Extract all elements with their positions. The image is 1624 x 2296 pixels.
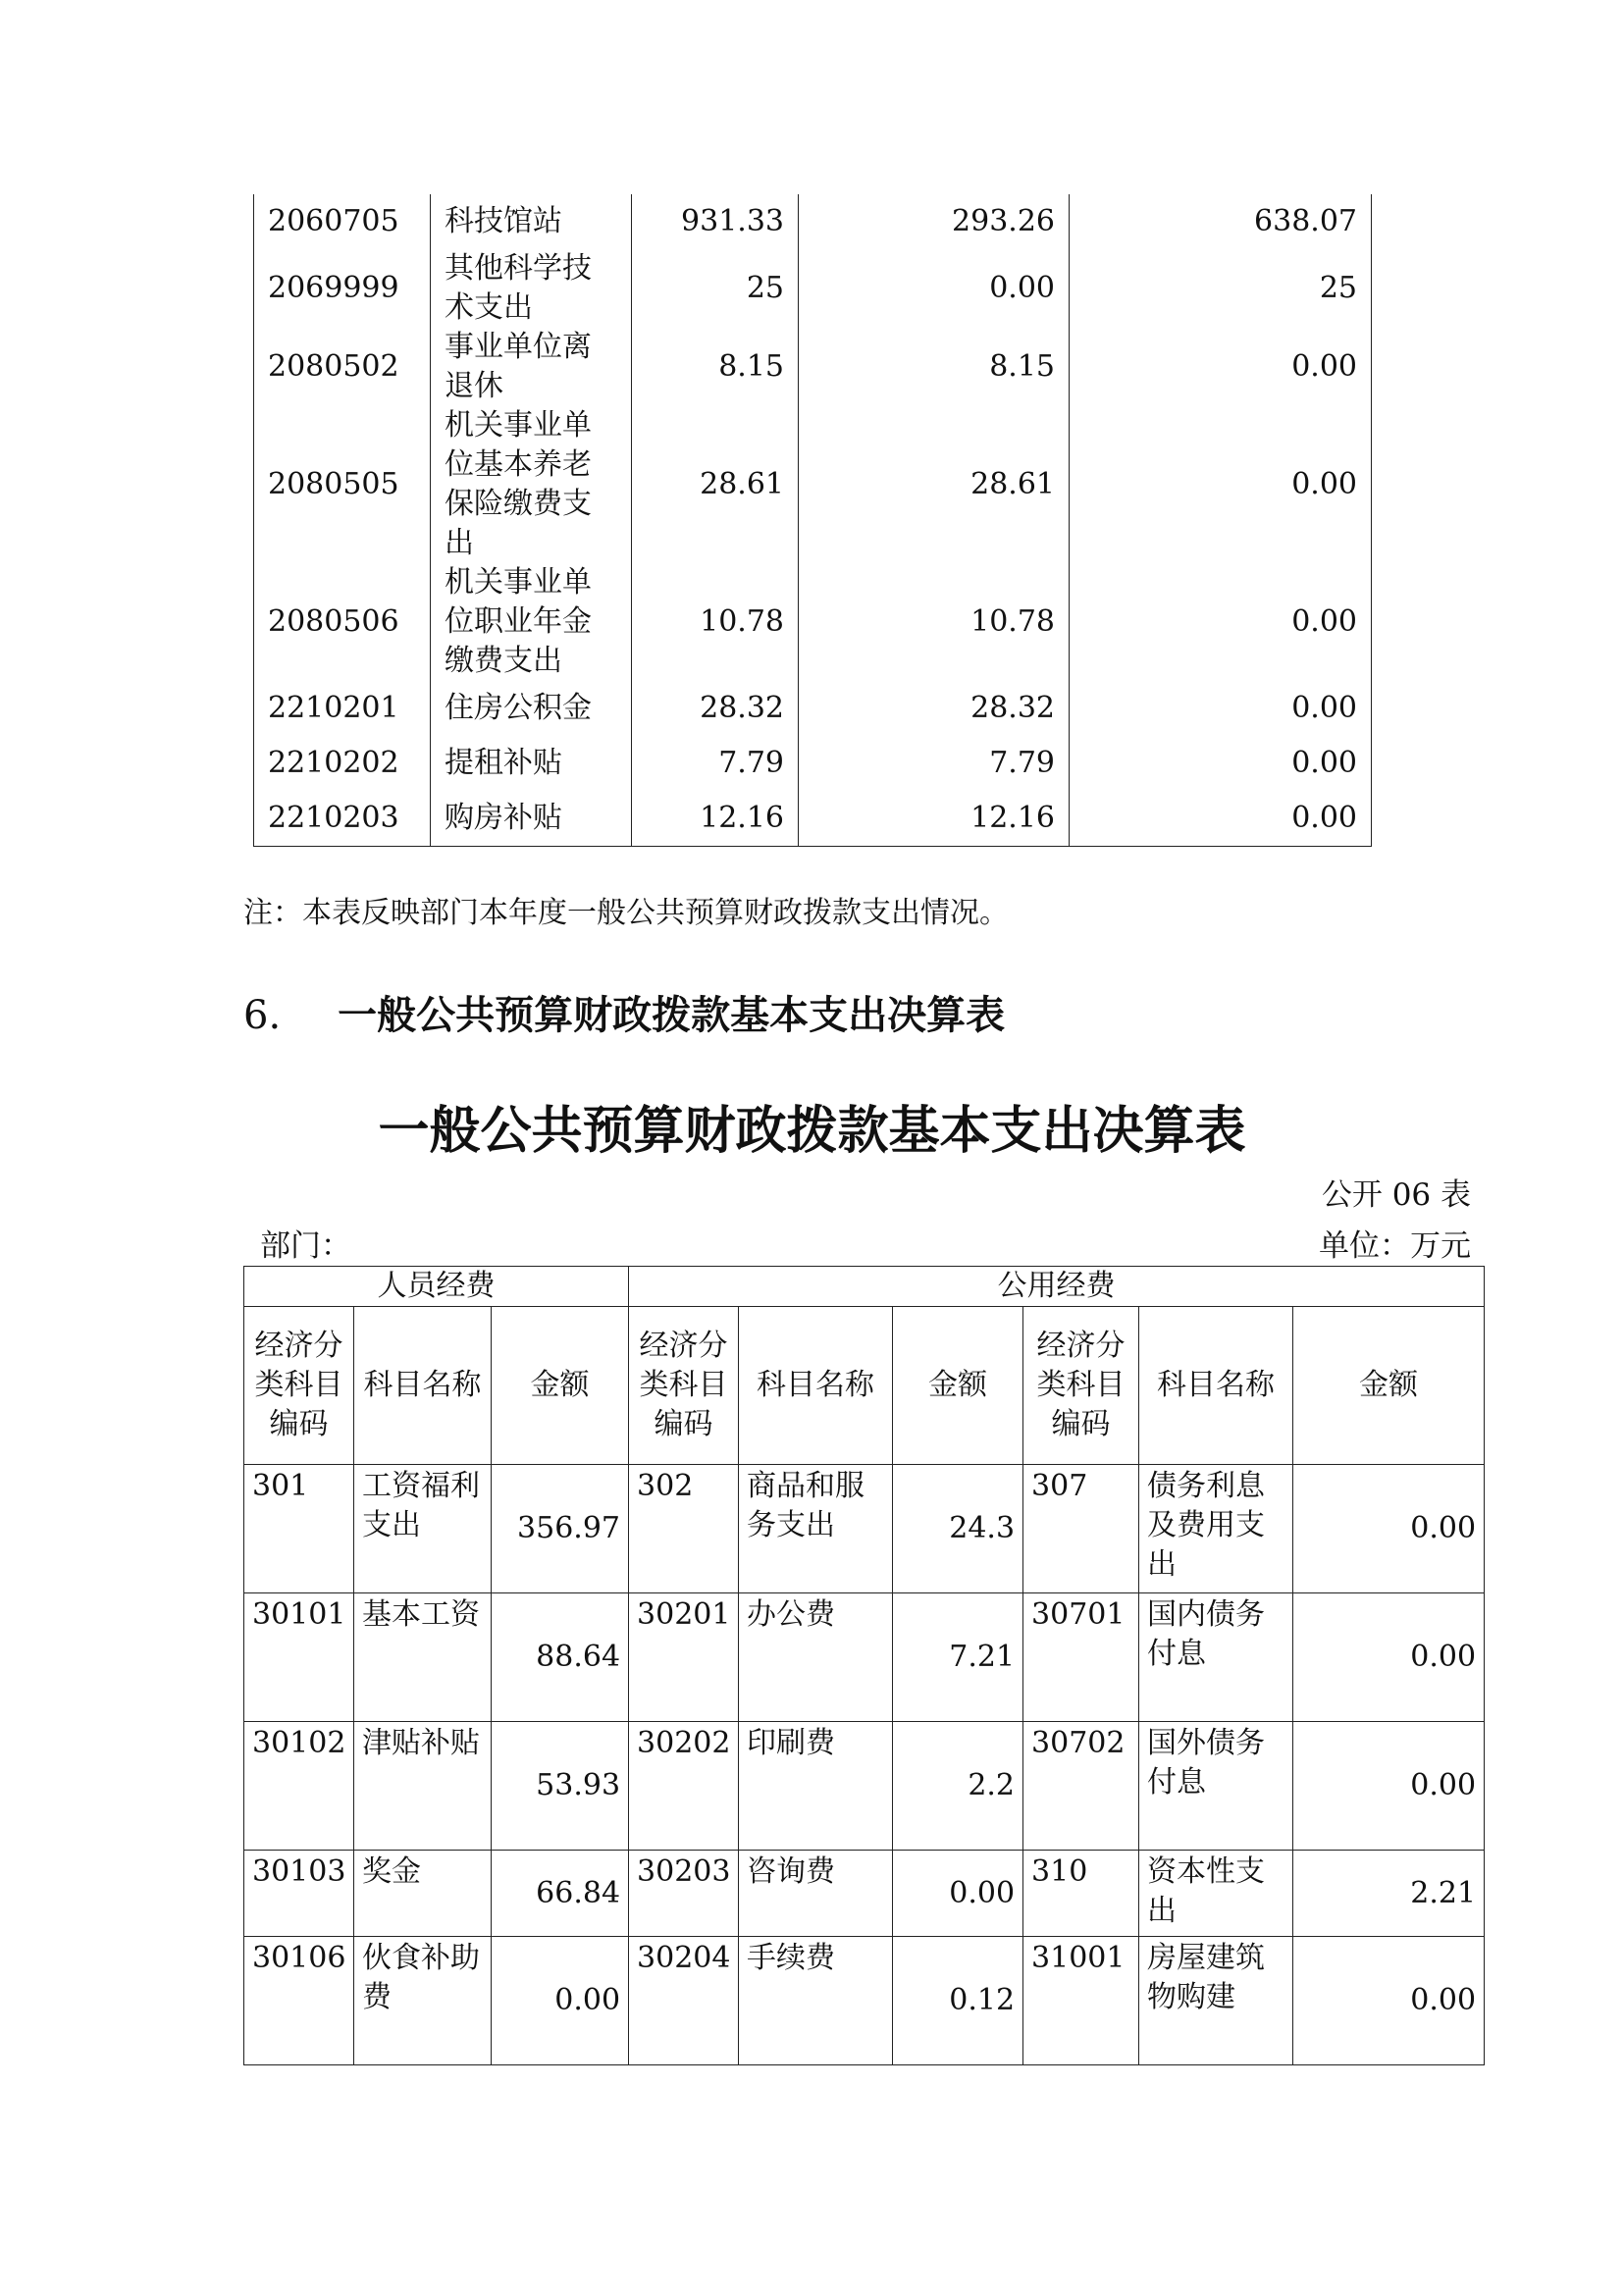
subject-code: 2210201: [254, 681, 431, 736]
public-name: 印刷费: [739, 1722, 893, 1851]
subject-code: 2080505: [254, 406, 431, 563]
public-name: 手续费: [739, 1937, 893, 2065]
public-amount: 7.21: [893, 1593, 1023, 1722]
project-amount: 0.00: [1070, 328, 1372, 406]
subject-code: 2080502: [254, 328, 431, 406]
header-code: 经济分类科目编码: [244, 1307, 354, 1465]
personnel-name: 工资福利支出: [354, 1465, 492, 1593]
personnel-code: 301: [244, 1465, 354, 1593]
public-name: 资本性支出: [1139, 1851, 1293, 1937]
header-name: 科目名称: [1139, 1307, 1293, 1465]
project-amount: 25: [1070, 249, 1372, 328]
total-amount: 28.32: [632, 681, 799, 736]
table-row: [254, 681, 1372, 736]
table-row: [244, 1465, 1485, 1593]
personnel-code: 30103: [244, 1851, 354, 1937]
public-amount: 0.00: [1293, 1937, 1485, 2065]
project-amount: 0.00: [1070, 563, 1372, 681]
table-row: [244, 1593, 1485, 1722]
public-name: 办公费: [739, 1593, 893, 1722]
personnel-code: 30102: [244, 1722, 354, 1851]
unit-label: 单位：万元: [1319, 1228, 1471, 1264]
table-row: [254, 563, 1372, 681]
subject-name: 购房补贴: [431, 791, 632, 846]
public-amount: 24.3: [893, 1465, 1023, 1593]
header-name: 科目名称: [739, 1307, 893, 1465]
public-name: 国外债务付息: [1139, 1722, 1293, 1851]
public-name: 咨询费: [739, 1851, 893, 1937]
header-amount: 金额: [1293, 1307, 1485, 1465]
project-amount: 0.00: [1070, 736, 1372, 791]
basic-amount: 28.61: [799, 406, 1070, 563]
public-code: 302: [629, 1465, 739, 1593]
section-heading: [243, 984, 1005, 1040]
header-code: 经济分类科目编码: [1023, 1307, 1139, 1465]
subject-name: 住房公积金: [431, 681, 632, 736]
basic-amount: 12.16: [799, 791, 1070, 846]
personnel-code: 30106: [244, 1937, 354, 2065]
subject-code: 2210203: [254, 791, 431, 846]
table-row: [244, 1722, 1485, 1851]
personnel-amount: 0.00: [492, 1937, 629, 2065]
table-row: [254, 194, 1372, 249]
subject-name: 事业单位离退休: [431, 328, 632, 406]
public-amount: 2.2: [893, 1722, 1023, 1851]
basic-amount: 7.79: [799, 736, 1070, 791]
public-amount: 0.00: [1293, 1593, 1485, 1722]
personnel-name: 伙食补助费: [354, 1937, 492, 2065]
subject-name: 提租补贴: [431, 736, 632, 791]
subject-code: 2080506: [254, 563, 431, 681]
public-code: 30701: [1023, 1593, 1139, 1722]
group-header-row: [244, 1267, 1485, 1307]
public-code: 30202: [629, 1722, 739, 1851]
table-row: [254, 791, 1372, 846]
total-amount: 28.61: [632, 406, 799, 563]
table-row: [254, 406, 1372, 563]
public-code: 310: [1023, 1851, 1139, 1937]
total-amount: 7.79: [632, 736, 799, 791]
subject-code: 2069999: [254, 249, 431, 328]
personnel-name: 奖金: [354, 1851, 492, 1937]
table-title: 一般公共预算财政拨款基本支出决算表: [378, 1102, 1246, 1161]
basic-amount: 10.78: [799, 563, 1070, 681]
table-row: [254, 249, 1372, 328]
subject-name: 机关事业单位职业年金缴费支出: [431, 563, 632, 681]
table-row: [254, 328, 1372, 406]
header-name: 科目名称: [354, 1307, 492, 1465]
public-code: 31001: [1023, 1937, 1139, 2065]
subject-code: 2210202: [254, 736, 431, 791]
table-row: [244, 1937, 1485, 2065]
group-personnel: 人员经费: [244, 1267, 629, 1307]
public-amount: 0.00: [1293, 1722, 1485, 1851]
section-title: 一般公共预算财政拨款基本支出决算表: [338, 993, 1006, 1038]
basic-amount: 28.32: [799, 681, 1070, 736]
subject-name: 科技馆站: [431, 194, 632, 249]
personnel-amount: 356.97: [492, 1465, 629, 1593]
subject-name: 其他科学技术支出: [431, 249, 632, 328]
personnel-amount: 53.93: [492, 1722, 629, 1851]
public-code: 30201: [629, 1593, 739, 1722]
public-amount: 2.21: [1293, 1851, 1485, 1937]
total-amount: 10.78: [632, 563, 799, 681]
public-code: 30203: [629, 1851, 739, 1937]
personnel-amount: 88.64: [492, 1593, 629, 1722]
public-amount: 0.12: [893, 1937, 1023, 2065]
public-name: 国内债务付息: [1139, 1593, 1293, 1722]
total-amount: 25: [632, 249, 799, 328]
public-amount: 0.00: [1293, 1465, 1485, 1593]
top-expenditure-table: [253, 194, 1372, 847]
total-amount: 931.33: [632, 194, 799, 249]
public-code: 30702: [1023, 1722, 1139, 1851]
total-amount: 12.16: [632, 791, 799, 846]
personnel-code: 30101: [244, 1593, 354, 1722]
table-note: 注：本表反映部门本年度一般公共预算财政拨款支出情况。: [243, 896, 1009, 930]
basic-expenditure-table: [243, 1266, 1485, 2065]
department-label: 部门：: [260, 1228, 351, 1264]
public-name: 债务利息及费用支出: [1139, 1465, 1293, 1593]
column-header-row: [244, 1307, 1485, 1465]
basic-amount: 0.00: [799, 249, 1070, 328]
basic-amount: 293.26: [799, 194, 1070, 249]
project-amount: 0.00: [1070, 406, 1372, 563]
table-row: [244, 1851, 1485, 1937]
project-amount: 0.00: [1070, 681, 1372, 736]
table-number: 公开 06 表: [1321, 1177, 1471, 1213]
public-name: 商品和服务支出: [739, 1465, 893, 1593]
total-amount: 8.15: [632, 328, 799, 406]
subject-code: 2060705: [254, 194, 431, 249]
personnel-name: 基本工资: [354, 1593, 492, 1722]
personnel-amount: 66.84: [492, 1851, 629, 1937]
section-number: 6.: [243, 993, 282, 1038]
group-public: 公用经费: [629, 1267, 1485, 1307]
public-name: 房屋建筑物购建: [1139, 1937, 1293, 2065]
public-code: 30204: [629, 1937, 739, 2065]
subject-name: 机关事业单位基本养老保险缴费支出: [431, 406, 632, 563]
project-amount: 638.07: [1070, 194, 1372, 249]
personnel-name: 津贴补贴: [354, 1722, 492, 1851]
public-amount: 0.00: [893, 1851, 1023, 1937]
header-code: 经济分类科目编码: [629, 1307, 739, 1465]
public-code: 307: [1023, 1465, 1139, 1593]
project-amount: 0.00: [1070, 791, 1372, 846]
table-row: [254, 736, 1372, 791]
header-amount: 金额: [492, 1307, 629, 1465]
basic-amount: 8.15: [799, 328, 1070, 406]
header-amount: 金额: [893, 1307, 1023, 1465]
